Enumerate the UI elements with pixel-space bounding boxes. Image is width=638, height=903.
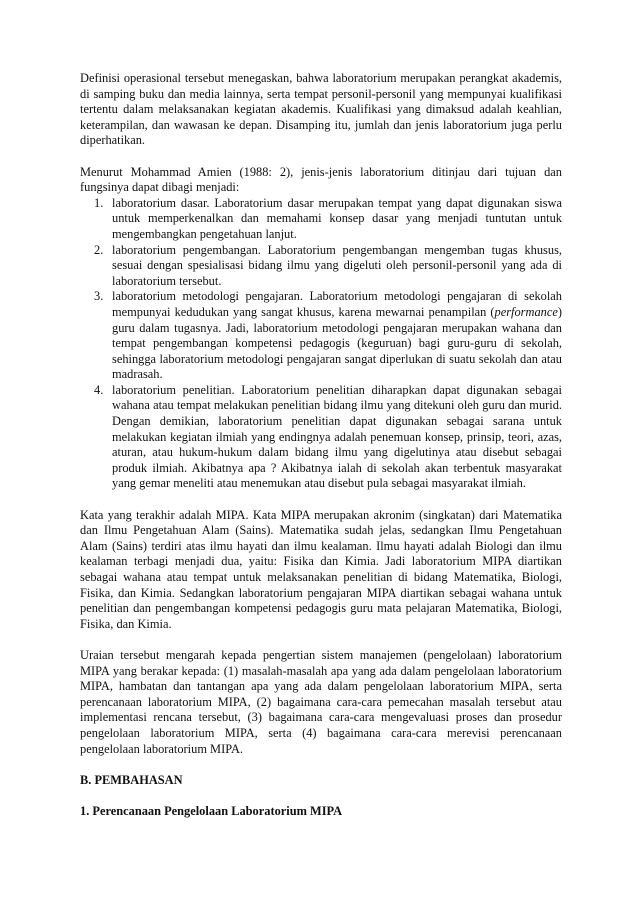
list-item-text: laboratorium penelitian. Laboratorium penelitian diharapkan dapat digunakan sebagai wahana atau tempat melakukan penelitian bidang ilmu yang ditekuni oleh guru dan murid. Dengan demikian, laboratorium penelitian dapat digunakan sebagai sarana untuk melakukan kegiatan ilmiah yang endingnya adalah penemuan konsep, prinsip, teori, azas, aturan, atau hukum-hukum dalam bidang ilmu yang digelutinya atau disebut sebagai produk ilmiah. Akibatnya apa ? Akibatnya ialah di sekolah akan terbentuk masyarakat yang gemar meneliti atau menemukan atau disebut pula sebagai masyarakat ilmiah. [112,382,562,491]
list-item [80,196,562,243]
subsection-heading: 1. Perencanaan Pengelolaan Laboratorium MIPA [80,803,343,818]
list-item-text: laboratorium pengembangan. Laboratorium pengembangan mengemban tugas khusus, sesuai dengan spesialisasi bidang ilmu yang digeluti oleh personil-personil yang ada di laboratorium tersebut. [112,242,562,288]
list-item-text-part: ) guru dalam tugasnya. Jadi, laboratorium metodologi pengajaran merupakan wahana dan tempat pengembangan kompetensi pedagogis (keguruan) bagi guru-guru di sekolah, sehingga laboratorium metodologi pengajaran sangat diperlukan di suatu sekolah dan atau madrasah. [112,304,562,382]
list-item [80,383,562,492]
document-page [80,71,562,820]
list-item [80,243,562,290]
list-item-text: laboratorium dasar. Laboratorium dasar merupakan tempat yang dapat digunakan siswa untuk memperkenalkan dan memahami konsep dasar yang menjadi tuntutan untuk mengembangkan pengetahuan lanjut. [112,195,562,241]
list-number: 1. [94,195,104,210]
italic-term: performance [494,304,558,319]
list-number: 4. [94,382,104,397]
list-item [80,289,562,383]
paragraph-management: Uraian tersebut mengarah kepada pengertian sistem manajemen (pengelolaan) laboratorium MIPA yang berakar kepada: (1) masalah-masalah apa yang ada dalam pengelolaan laboratorium MIPA, hambatan dan tantangan apa yang ada dalam pengelolaan laboratorium MIPA, serta perencanaan laboratorium MIPA, (2) bagaimana cara-cara pemecahan masalah tersebut atau implementasi rencana tersebut, (3) bagaimana cara-cara mengevaluasi proses dan prosedur pengelolaan laboratorium MIPA, serta (4) bagaimana cara-cara merevisi perencanaan pengelolaan laboratorium MIPA. [80,647,562,756]
list-number: 3. [94,289,104,304]
list-number: 2. [94,242,104,257]
paragraph-intro-types: Menurut Mohammad Amien (1988: 2), jenis-jenis laboratorium ditinjau dari tujuan dan fungsinya dapat dibagi menjadi: [80,164,562,195]
list-item-text-part: laboratorium metodologi pengajaran. Laboratorium metodologi pengajaran di sekolah mempunyai kedudukan yang sangat khusus, karena mewarnai penampilan ( [112,289,562,319]
section-heading: B. PEMBAHASAN [80,772,183,787]
paragraph-definition: Definisi operasional tersebut menegaskan, bahwa laboratorium merupakan perangkat akademis, di samping buku dan media lainnya, serta tempat personil-personil yang mempunyai kualifikasi tertentu dalam melaksanakan kegiatan akademis. Kualifikasi yang dimaksud adalah keahlian, keterampilan, dan wawasan ke depan. Disamping itu, jumlah dan jenis laboratorium juga perlu diperhatikan. [80,71,562,148]
paragraph-mipa: Kata yang terakhir adalah MIPA. Kata MIPA merupakan akronim (singkatan) dari Matematika dan Ilmu Pengetahuan Alam (Sains). Matematika sudah jelas, sedangkan Ilmu Pengetahuan Alam (Sains) terdiri atas ilmu hayati dan ilmu kealaman. Ilmu hayati adalah Biologi dan ilmu kealaman terbagi menjadi dua, yaitu: Fisika dan Kimia. Jadi laboratorium MIPA diartikan sebagai wahana atau tempat untuk melaksanakan penelitian di bidang Matematika, Biologi, Fisika, dan Kimia. Sedangkan laboratorium pengajaran MIPA diartikan sebagai wahana untuk penelitian dan pengembangan kompetensi pedagogis guru mata pelajaran Matematika, Biologi, Fisika, dan Kimia. [80,507,562,631]
lab-types-list [80,196,562,492]
list-item-text [112,289,562,381]
